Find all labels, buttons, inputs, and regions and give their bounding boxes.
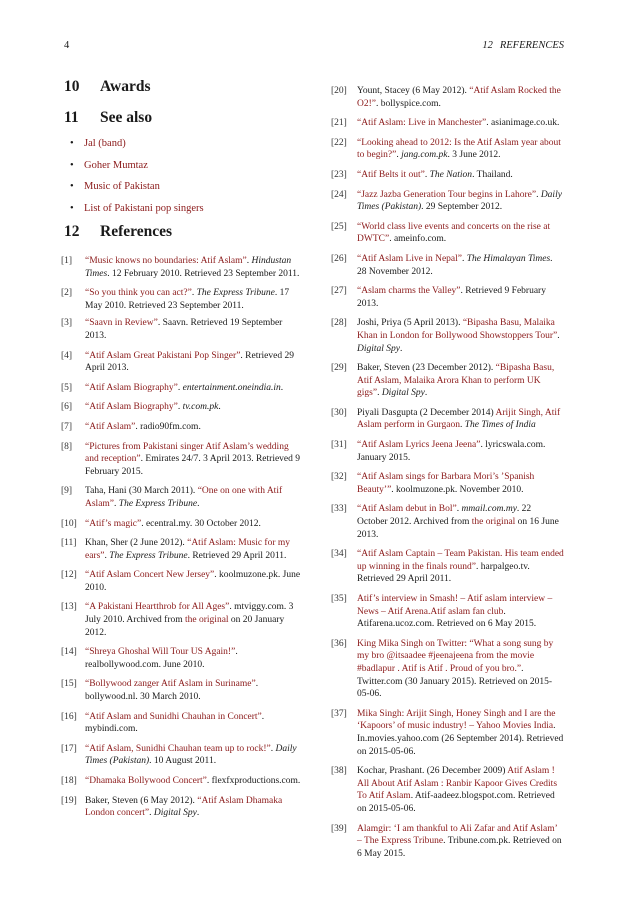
see-also-item: [70, 137, 304, 159]
reference-link[interactable]: “World class live events and concerts on the rise at DWTC”: [357, 221, 551, 245]
reference-detail: . harpalgeo.tv. Retrieved 29 April 2011.: [357, 561, 530, 585]
reference-publication: The Himalayan Times: [466, 253, 551, 264]
reference-text: [357, 439, 564, 464]
reference-text: [357, 708, 564, 758]
reference-publication: The Express Tribune: [109, 550, 188, 561]
reference-entry: [61, 485, 304, 510]
see-also-list: [64, 137, 304, 223]
section-title: See also: [100, 109, 153, 126]
reference-number: [37]: [331, 708, 347, 719]
reference-link[interactable]: “Saavn in Review”: [85, 318, 158, 329]
reference-detail: .: [396, 150, 402, 161]
see-also-link[interactable]: Music of Pakistan: [84, 181, 160, 192]
reference-detail: . 17 May 2010. Retrieved 23 September 2011.: [85, 288, 290, 311]
reference-text: [85, 569, 304, 594]
section-number: 12: [64, 223, 80, 240]
reference-link[interactable]: “Atif Aslam sings for Barbara Mori’s ’Spanish Beauty’”: [357, 472, 535, 495]
reference-entry: [331, 638, 564, 701]
reference-entry: [61, 678, 304, 703]
reference-detail: .: [424, 388, 428, 399]
reference-number: [10]: [61, 518, 77, 529]
reference-detail: . 3 June 2012.: [447, 150, 501, 161]
reference-number: [28]: [331, 318, 347, 329]
reference-text: [357, 503, 564, 541]
reference-entry: [61, 441, 304, 479]
reference-detail: . Retrieved 29 April 2013.: [85, 350, 294, 374]
reference-text: [85, 678, 304, 703]
reference-text: [357, 137, 564, 162]
reference-entry: [331, 765, 564, 815]
reference-text: [85, 441, 304, 479]
reference-text: [357, 285, 564, 310]
reference-entry: [61, 287, 304, 312]
reference-entry: [61, 537, 304, 562]
reference-entry: [331, 471, 564, 496]
reference-link[interactable]: “Atif Aslam and Sunidhi Chauhan in Concert”: [85, 711, 262, 722]
reference-link[interactable]: “Atif Aslam Captain – Team Pakistan. His team ended up winning in the finals round”: [357, 549, 564, 572]
reference-detail: Baker, Steven (23 December 2012).: [357, 363, 496, 374]
reference-entry: [331, 503, 564, 541]
reference-entry: [331, 285, 564, 310]
reference-publication: entertainment.oneindia.in: [182, 382, 281, 393]
reference-number: [14]: [61, 647, 77, 658]
reference-detail: . lyricswala.com. January 2015.: [357, 440, 546, 463]
reference-detail: .: [114, 498, 119, 509]
reference-link[interactable]: “Looking ahead to 2012: Is the Atif Aslam year about to begin?”: [357, 137, 561, 161]
reference-number: [6]: [61, 402, 73, 413]
reference-link[interactable]: “Bollywood zanger Atif Aslam in Suriname”: [85, 679, 256, 690]
reference-link[interactable]: “Bipasha Basu, Malaika Khan in London for Bollywood Showstoppers Tour”: [357, 318, 558, 341]
reference-publication: The Times of India: [464, 420, 536, 431]
reference-detail: . ameinfo.com.: [389, 234, 447, 245]
reference-number: [9]: [61, 486, 73, 497]
reference-detail: on 20 January 2012.: [85, 615, 285, 638]
reference-link[interactable]: “Atif Aslam Great Pakistani Pop Singer”: [85, 350, 241, 361]
reference-entry: [331, 407, 564, 432]
see-also-link[interactable]: List of Pakistani pop singers: [84, 202, 204, 214]
reference-number: [35]: [331, 594, 347, 604]
reference-link[interactable]: the original: [185, 615, 229, 626]
reference-detail: .: [462, 253, 467, 264]
reference-number: [18]: [61, 776, 77, 786]
reference-detail: .: [456, 504, 462, 515]
reference-entry: [331, 317, 564, 355]
reference-entry: [331, 708, 564, 758]
reference-text: [357, 117, 564, 130]
reference-publication: Digital Spy: [153, 808, 197, 819]
left-column: [61, 78, 304, 820]
reference-detail: .: [424, 169, 430, 180]
reference-number: [29]: [331, 363, 347, 374]
reference-detail: Khan, Sher (2 June 2012).: [85, 538, 188, 549]
reference-entry: [61, 401, 304, 414]
reference-link[interactable]: “Atif Aslam Lyrics Jeena Jeena”: [357, 440, 481, 451]
reference-number: [3]: [61, 318, 73, 329]
reference-entry: [331, 189, 564, 214]
reference-detail: .: [196, 808, 200, 819]
reference-number: [11]: [61, 538, 77, 549]
section-heading-awards: [64, 78, 304, 109]
reference-detail: .: [197, 498, 200, 509]
reference-link[interactable]: “Atif Aslam Biography”: [85, 402, 178, 413]
reference-entry: [61, 795, 304, 820]
section-heading-see-also: [64, 109, 304, 137]
reference-detail: . Emirates 24/7. 3 April 2013. Retrieved 9 February 2015.: [85, 454, 301, 477]
reference-entry: [331, 169, 564, 182]
reference-text: [357, 189, 564, 214]
reference-number: [38]: [331, 766, 347, 777]
reference-detail: .: [246, 256, 252, 266]
reference-detail: . bollywood.nl. 30 March 2010.: [85, 679, 259, 703]
right-column: [331, 78, 564, 860]
reference-detail: .: [149, 808, 154, 819]
reference-entry: [61, 601, 304, 639]
reference-number: [21]: [331, 118, 347, 129]
reference-number: [26]: [331, 253, 347, 264]
reference-number: [34]: [331, 549, 347, 560]
reference-number: [1]: [61, 256, 73, 266]
reference-publication: The Express Tribune: [118, 498, 198, 509]
reference-detail: . Atif-aadeez.blogspot.com. Retrieved on 2015-05-06.: [357, 791, 555, 814]
reference-detail: . koolmuzone.pk. June 2010.: [85, 570, 301, 593]
reference-text: [357, 407, 564, 432]
reference-entry: [61, 775, 304, 788]
reference-detail: .: [459, 420, 465, 431]
reference-detail: . 29 September 2012.: [421, 202, 503, 213]
reference-publication: The Nation: [429, 169, 473, 180]
reference-text: [357, 548, 564, 586]
reference-link[interactable]: “Bipasha Basu, Atif Aslam, Malaika Arora Khan to perform UK gigs”: [357, 363, 555, 399]
reference-link[interactable]: “Atif Aslam Live in Nepal”: [357, 253, 462, 264]
reference-detail: . Twitter.com (30 January 2015). Retrieved on 2015-05-06.: [357, 663, 553, 700]
reference-text: [85, 795, 304, 820]
reference-detail: . 12 February 2010. Retrieved 23 September 2011.: [107, 268, 300, 279]
reference-link[interactable]: “Atif Belts it out”: [357, 169, 425, 180]
reference-number: [39]: [331, 823, 347, 834]
reference-detail: . In.movies.yahoo.com (26 September 2014). Retrieved on 2015-05-06.: [357, 721, 564, 757]
reference-number: [13]: [61, 602, 77, 613]
reference-entry: [61, 743, 304, 768]
reference-detail: .: [177, 402, 183, 413]
section-heading-references: [64, 223, 304, 251]
reference-link[interactable]: “Atif Aslam: Live in Manchester”: [357, 118, 487, 129]
reference-number: [15]: [61, 679, 77, 690]
reference-text: [85, 743, 304, 768]
reference-entry: [331, 823, 564, 861]
reference-detail: . 22 October 2012. Archived from: [357, 504, 532, 528]
reference-number: [31]: [331, 440, 347, 451]
section-title: References: [100, 223, 173, 240]
reference-detail: . asianimage.co.uk.: [486, 118, 560, 129]
reference-link[interactable]: “Atif Aslam Concert New Jersey”: [85, 570, 215, 581]
reference-link[interactable]: Atif Aslam ! All About Atif Aslam : Ranbir Kapoor Gives Credits To Atif Aslam: [357, 766, 558, 802]
reference-entry: [61, 421, 304, 434]
references-list-right: [331, 85, 564, 860]
page-number: 4: [64, 40, 70, 51]
reference-number: [4]: [61, 350, 73, 361]
see-also-link[interactable]: Goher Mumtaz: [84, 159, 148, 171]
reference-number: [30]: [331, 407, 347, 418]
reference-text: [357, 317, 564, 355]
reference-link[interactable]: “Atif Aslam Dhamaka London concert”: [85, 795, 283, 819]
running-head-title: REFERENCES: [499, 40, 564, 51]
reference-text: [85, 646, 304, 671]
reference-link[interactable]: “Jazz Jazba Generation Tour begins in Lahore”: [357, 189, 537, 200]
reference-link[interactable]: the original: [471, 517, 516, 528]
reference-detail: . mybindi.com.: [85, 711, 265, 735]
reference-detail: . flexfxproductions.com.: [206, 776, 301, 786]
running-head-number: 12: [482, 40, 493, 51]
reference-text: [85, 775, 304, 788]
reference-detail: . bollyspice.com.: [376, 98, 441, 109]
reference-number: [19]: [61, 795, 77, 806]
reference-entry: [331, 593, 564, 631]
reference-detail: on 16 June 2013.: [357, 517, 559, 540]
reference-detail: . koolmuzone.pk. November 2010.: [391, 484, 524, 495]
reference-entry: [331, 548, 564, 586]
reference-link[interactable]: “Atif Aslam”: [85, 421, 136, 432]
reference-link[interactable]: Arijit Singh, Atif Aslam perform in Gurgaon: [357, 407, 561, 431]
reference-entry: [61, 255, 304, 280]
reference-detail: .: [191, 288, 197, 299]
reference-number: [2]: [61, 288, 73, 299]
reference-detail: . realbollywood.com. June 2010.: [85, 647, 238, 670]
reference-number: [8]: [61, 441, 73, 452]
reference-detail: .: [177, 382, 183, 393]
reference-publication: Daily Times (Pakistan): [357, 189, 562, 213]
reference-number: [7]: [61, 421, 73, 432]
reference-link[interactable]: “Atif Aslam, Sunidhi Chauhan team up to rock!”: [85, 743, 271, 754]
reference-number: [32]: [331, 472, 347, 483]
see-also-item: [70, 180, 304, 202]
reference-entry: [61, 569, 304, 594]
reference-detail: .: [400, 343, 403, 354]
reference-link[interactable]: “Atif Aslam: Music for my ears”: [85, 538, 291, 561]
reference-text: [85, 382, 304, 395]
reference-number: [36]: [331, 638, 347, 649]
reference-link[interactable]: Mika Singh: Arijit Singh, Honey Singh and I are the ‘Kapoors’ of music industry! – Yahoo Movies India: [357, 708, 556, 732]
reference-detail: . Retrieved 29 April 2011.: [187, 550, 287, 561]
reference-link[interactable]: “Music knows no boundaries: Atif Aslam”: [85, 256, 247, 266]
reference-text: [357, 638, 564, 701]
reference-text: [85, 537, 304, 562]
reference-text: [85, 401, 304, 414]
running-head: [482, 40, 564, 51]
reference-detail: .: [218, 402, 221, 413]
reference-entry: [61, 711, 304, 736]
reference-number: [17]: [61, 743, 77, 754]
reference-link[interactable]: King Mika Singh on Twitter: “What a song sung by my bro @itsaadee #jeenajeena from the movie #badlapur . Atif is Atif . Proud of you bro.”: [357, 638, 554, 674]
reference-detail: . 10 August 2011.: [149, 756, 217, 767]
see-also-link[interactable]: Jal (band): [84, 138, 126, 149]
reference-text: [357, 85, 564, 110]
reference-detail: .: [536, 189, 541, 200]
reference-detail: Joshi, Priya (5 April 2013).: [357, 318, 463, 329]
reference-text: [357, 221, 564, 246]
reference-text: [85, 350, 304, 375]
reference-detail: . ecentral.my. 30 October 2012.: [141, 518, 261, 529]
reference-text: [357, 593, 564, 631]
reference-text: [85, 485, 304, 510]
section-number: 11: [64, 109, 79, 126]
reference-text: [357, 471, 564, 496]
reference-entry: [331, 253, 564, 278]
reference-entry: [61, 317, 304, 342]
reference-text: [85, 287, 304, 312]
reference-link[interactable]: “Aslam charms the Valley”: [357, 286, 461, 297]
reference-detail: .: [377, 388, 382, 399]
reference-detail: .: [104, 550, 110, 561]
reference-link[interactable]: “Atif Aslam Biography”: [85, 382, 178, 393]
reference-detail: . radio90fm.com.: [135, 421, 201, 432]
reference-text: [357, 253, 564, 278]
reference-link[interactable]: Atif’s interview in Smash! – Atif aslam interview – News – Atif Arena.Atif aslam fan club: [357, 594, 553, 617]
reference-link[interactable]: “So you think you can act?”: [85, 288, 192, 299]
reference-text: [85, 601, 304, 639]
reference-link[interactable]: “Shreya Ghoshal Will Tour US Again!”: [85, 647, 236, 658]
reference-entry: [61, 646, 304, 671]
reference-number: [20]: [331, 86, 347, 96]
reference-text: [85, 421, 304, 434]
reference-number: [22]: [331, 137, 347, 148]
section-number: 10: [64, 78, 80, 95]
reference-publication: Hindustan Times: [85, 256, 292, 279]
section-title: Awards: [100, 78, 151, 95]
reference-text: [357, 169, 564, 182]
reference-link[interactable]: “Dhamaka Bollywood Concert”: [85, 776, 207, 786]
page-header: [64, 40, 564, 56]
reference-number: [5]: [61, 382, 73, 393]
reference-text: [85, 255, 304, 280]
reference-entry: [331, 137, 564, 162]
reference-number: [25]: [331, 221, 347, 232]
reference-link[interactable]: “Pictures from Pakistani singer Atif Aslam’s wedding and reception”: [85, 441, 289, 465]
reference-text: [85, 711, 304, 736]
reference-publication: tv.com.pk: [182, 402, 219, 413]
reference-link[interactable]: “Atif Aslam debut in Bol”: [357, 504, 457, 515]
reference-detail: Yount, Stacey (6 May 2012).: [357, 86, 470, 96]
reference-entry: [331, 439, 564, 464]
reference-number: [16]: [61, 711, 77, 722]
reference-detail: . 28 November 2012.: [357, 253, 553, 277]
reference-detail: . mtviggy.com. 3 July 2010. Archived from: [85, 602, 294, 626]
reference-link[interactable]: “One on one with Atif Aslam”: [85, 486, 283, 509]
reference-number: [24]: [331, 189, 347, 200]
reference-text: [357, 765, 564, 815]
reference-entry: [331, 362, 564, 400]
reference-detail: . Thailand.: [472, 169, 513, 180]
reference-text: [357, 362, 564, 400]
references-list-left: [61, 255, 304, 820]
reference-link[interactable]: Alamgir: ‘I am thankful to Ali Zafar and Atif Aslam’ – The Express Tribune: [357, 823, 558, 847]
reference-publication: jang.com.pk: [401, 150, 448, 161]
reference-detail: . Saavn. Retrieved 19 September 2013.: [85, 318, 283, 341]
reference-publication: Digital Spy: [357, 343, 401, 354]
reference-publication: The Express Tribune: [196, 288, 275, 299]
reference-entry: [331, 85, 564, 110]
reference-link[interactable]: “Atif’s magic”: [85, 518, 142, 529]
reference-link[interactable]: “A Pakistani Heartthrob for All Ages”: [85, 602, 230, 613]
reference-text: [85, 518, 304, 531]
reference-publication: Digital Spy: [381, 388, 425, 399]
reference-detail: . Retrieved 9 February 2013.: [357, 286, 546, 309]
reference-detail: Kochar, Prashant. (26 December 2009): [357, 766, 508, 777]
reference-link[interactable]: “Atif Aslam Rocked the O2!”: [357, 86, 561, 109]
reference-detail: . Tribune.com.pk. Retrieved on 6 May 2015.: [357, 836, 562, 859]
reference-detail: .: [557, 330, 560, 341]
reference-number: [33]: [331, 504, 347, 515]
reference-detail: Piyali Dasgupta (2 December 2014): [357, 407, 496, 418]
reference-entry: [331, 117, 564, 130]
reference-number: [12]: [61, 570, 77, 581]
reference-entry: [331, 221, 564, 246]
reference-number: [23]: [331, 169, 347, 180]
reference-publication: mmail.com.my: [461, 504, 517, 515]
reference-number: [27]: [331, 286, 347, 297]
reference-detail: Taha, Hani (30 March 2011).: [85, 486, 198, 497]
reference-detail: .: [270, 743, 276, 754]
reference-entry: [61, 518, 304, 531]
reference-entry: [61, 350, 304, 375]
reference-detail: Baker, Steven (6 May 2012).: [85, 795, 198, 806]
see-also-item: [70, 159, 304, 181]
reference-entry: [61, 382, 304, 395]
reference-detail: . Atifarena.ucoz.com. Retrieved on 6 May 2015.: [357, 606, 537, 630]
reference-detail: .: [280, 382, 284, 393]
see-also-item: [70, 202, 304, 224]
reference-text: [85, 317, 304, 342]
reference-text: [357, 823, 564, 861]
reference-publication: Daily Times (Pakistan): [85, 743, 297, 767]
